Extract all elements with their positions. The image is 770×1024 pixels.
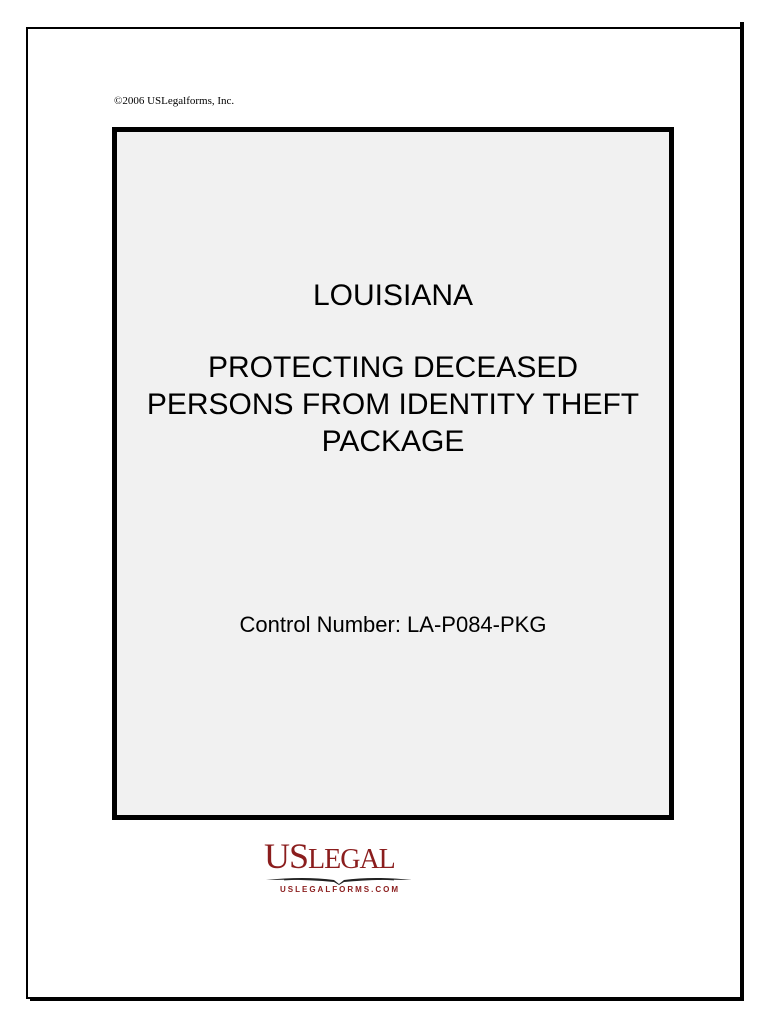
package-title-line: PERSONS FROM IDENTITY THEFT [146, 388, 640, 421]
cover-panel [112, 127, 674, 820]
copyright-notice: ©2006 USLegalforms, Inc. [114, 95, 235, 107]
package-title [117, 349, 669, 460]
uslegal-logo [264, 836, 414, 898]
page-border-shadow-right [740, 22, 744, 1001]
logo-url: USLEGALFORMS.COM [280, 885, 400, 894]
package-title-line: PROTECTING DECEASED [207, 351, 579, 384]
page-border-shadow-bottom [30, 997, 744, 1001]
state-title: LOUISIANA [312, 279, 474, 312]
logo-wordmark-us: US [264, 836, 309, 876]
control-number: Control Number: LA-P084-PKG [239, 612, 547, 637]
package-title-line: PACKAGE [321, 425, 465, 458]
logo-wordmark-legal: LEGAL [308, 844, 395, 875]
